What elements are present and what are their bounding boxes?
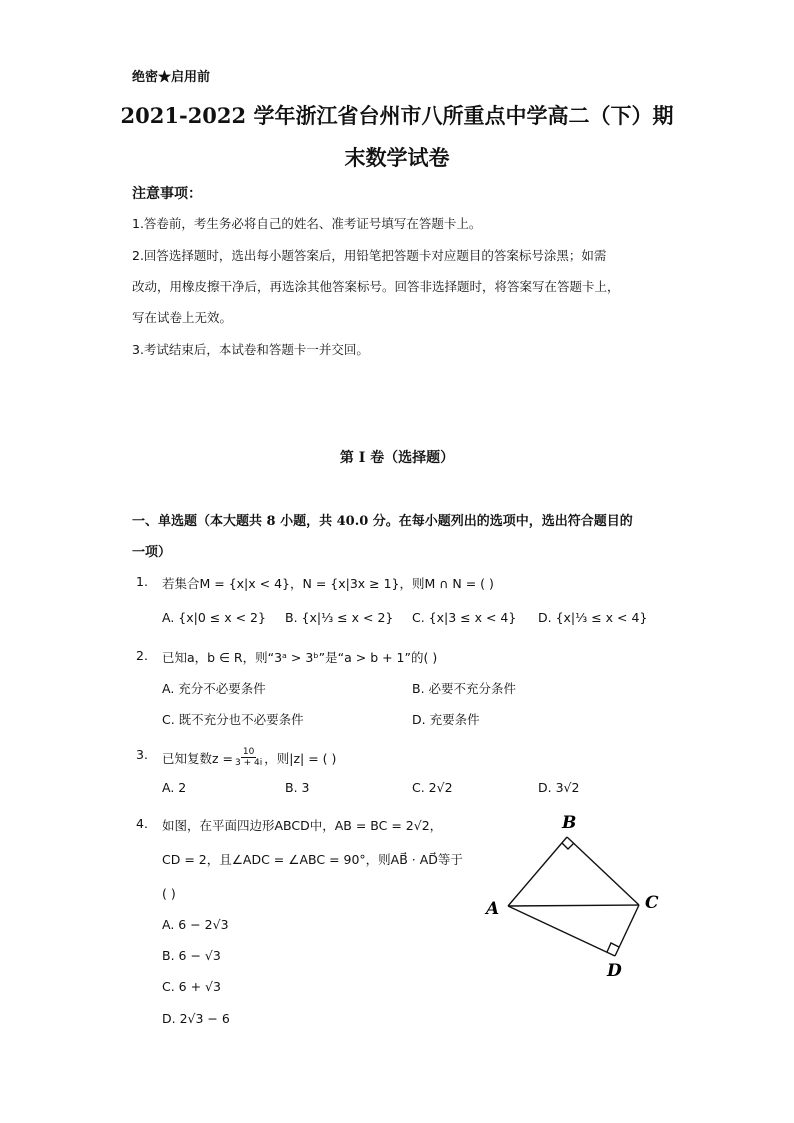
question-4-option-c: C. 6 + √3 xyxy=(162,979,221,994)
question-number: 2. xyxy=(136,648,148,663)
question-number: 4. xyxy=(136,816,148,831)
question-4-stem-line2: CD = 2，且∠ADC = ∠ABC = 90°，则AB⃗ · AD⃗等于 xyxy=(162,852,463,867)
right-angle-marker-b xyxy=(562,843,574,849)
question-3-option-c: C. 2√2 xyxy=(412,780,453,795)
notice-item-2-line1: 2.回答选择题时，选出每小题答案后，用铅笔把答题卡对应题目的答案标号涂黑；如需 xyxy=(132,248,607,263)
segment-bc xyxy=(567,837,639,905)
question-number: 1. xyxy=(136,574,148,589)
notice-heading: 注意事项： xyxy=(132,186,202,202)
notice-item-2-line3: 写在试卷上无效。 xyxy=(132,310,233,325)
fraction-numerator: 10 xyxy=(242,747,255,757)
page-title-line1: 2021-2022 学年浙江省台州市八所重点中学高二（下）期 xyxy=(120,103,674,128)
vertex-label-c: C xyxy=(645,893,659,913)
part1-title: 第 I 卷（选择题） xyxy=(339,450,455,466)
question-1-stem: 若集合M = {x|x < 4}，N = {x|3x ≥ 1}，则M ∩ N = ( ) xyxy=(162,576,494,591)
question-3-stem-prefix: 已知复数z = xyxy=(162,750,234,766)
question-1-option-c: C. {x|3 ≤ x < 4} xyxy=(412,610,517,625)
notice-item-2-line2: 改动，用橡皮擦干净后，再选涂其他答案标号。回答非选择题时，将答案写在答题卡上， xyxy=(132,279,620,294)
question-4-option-b: B. 6 − √3 xyxy=(162,948,221,963)
question-2-option-b: B. 必要不充分条件 xyxy=(412,681,517,696)
secret-label: 绝密★启用前 xyxy=(132,70,211,85)
question-3-stem-suffix: ，则|z| = ( ) xyxy=(264,750,337,766)
quadrilateral-figure xyxy=(470,800,670,990)
section1-heading-line1: 一、单选题（本大题共 8 小题，共 40.0 分。在每小题列出的选项中，选出符合题目的 xyxy=(132,514,633,529)
question-3-fraction xyxy=(235,747,262,768)
question-2-stem: 已知a，b ∈ R，则“3ᵃ > 3ᵇ”是“a > b + 1”的( ) xyxy=(162,650,438,665)
notice-item-3: 3.考试结束后，本试卷和答题卡一并交回。 xyxy=(132,342,369,357)
question-1-option-d: D. {x|⅓ ≤ x < 4} xyxy=(538,610,648,625)
vertex-label-b: B xyxy=(562,813,577,833)
question-3-stem xyxy=(162,747,336,768)
vertex-label-a: A xyxy=(486,899,500,919)
section1-heading-line2: 一项） xyxy=(132,545,172,560)
question-3-option-b: B. 3 xyxy=(285,780,310,795)
segment-cd xyxy=(615,905,639,956)
segment-ac xyxy=(508,905,639,906)
question-1-option-b: B. {x|⅓ ≤ x < 2} xyxy=(285,610,394,625)
page-title-line2: 末数学试卷 xyxy=(344,145,450,170)
segment-da xyxy=(508,906,615,956)
segment-ab xyxy=(508,837,567,906)
question-3-option-d: D. 3√2 xyxy=(538,780,580,795)
question-4-option-a: A. 6 − 2√3 xyxy=(162,917,229,932)
question-3-option-a: A. 2 xyxy=(162,780,187,795)
question-4-stem-line1: 如图，在平面四边形ABCD中，AB = BC = 2√2， xyxy=(162,818,443,833)
question-1-option-a: A. {x|0 ≤ x < 2} xyxy=(162,610,266,625)
question-4-stem-line3: ( ) xyxy=(162,886,176,901)
question-number: 3. xyxy=(136,747,148,762)
vertex-label-d: D xyxy=(607,961,622,981)
question-2-option-d: D. 充要条件 xyxy=(412,712,480,727)
notice-item-1: 1.答卷前，考生务必将自己的姓名、准考证号填写在答题卡上。 xyxy=(132,216,482,231)
question-4-option-d: D. 2√3 − 6 xyxy=(162,1011,230,1026)
fraction-denominator: 3 + 4i xyxy=(235,758,263,768)
question-2-option-a: A. 充分不必要条件 xyxy=(162,681,266,696)
question-2-option-c: C. 既不充分也不必要条件 xyxy=(162,712,304,727)
